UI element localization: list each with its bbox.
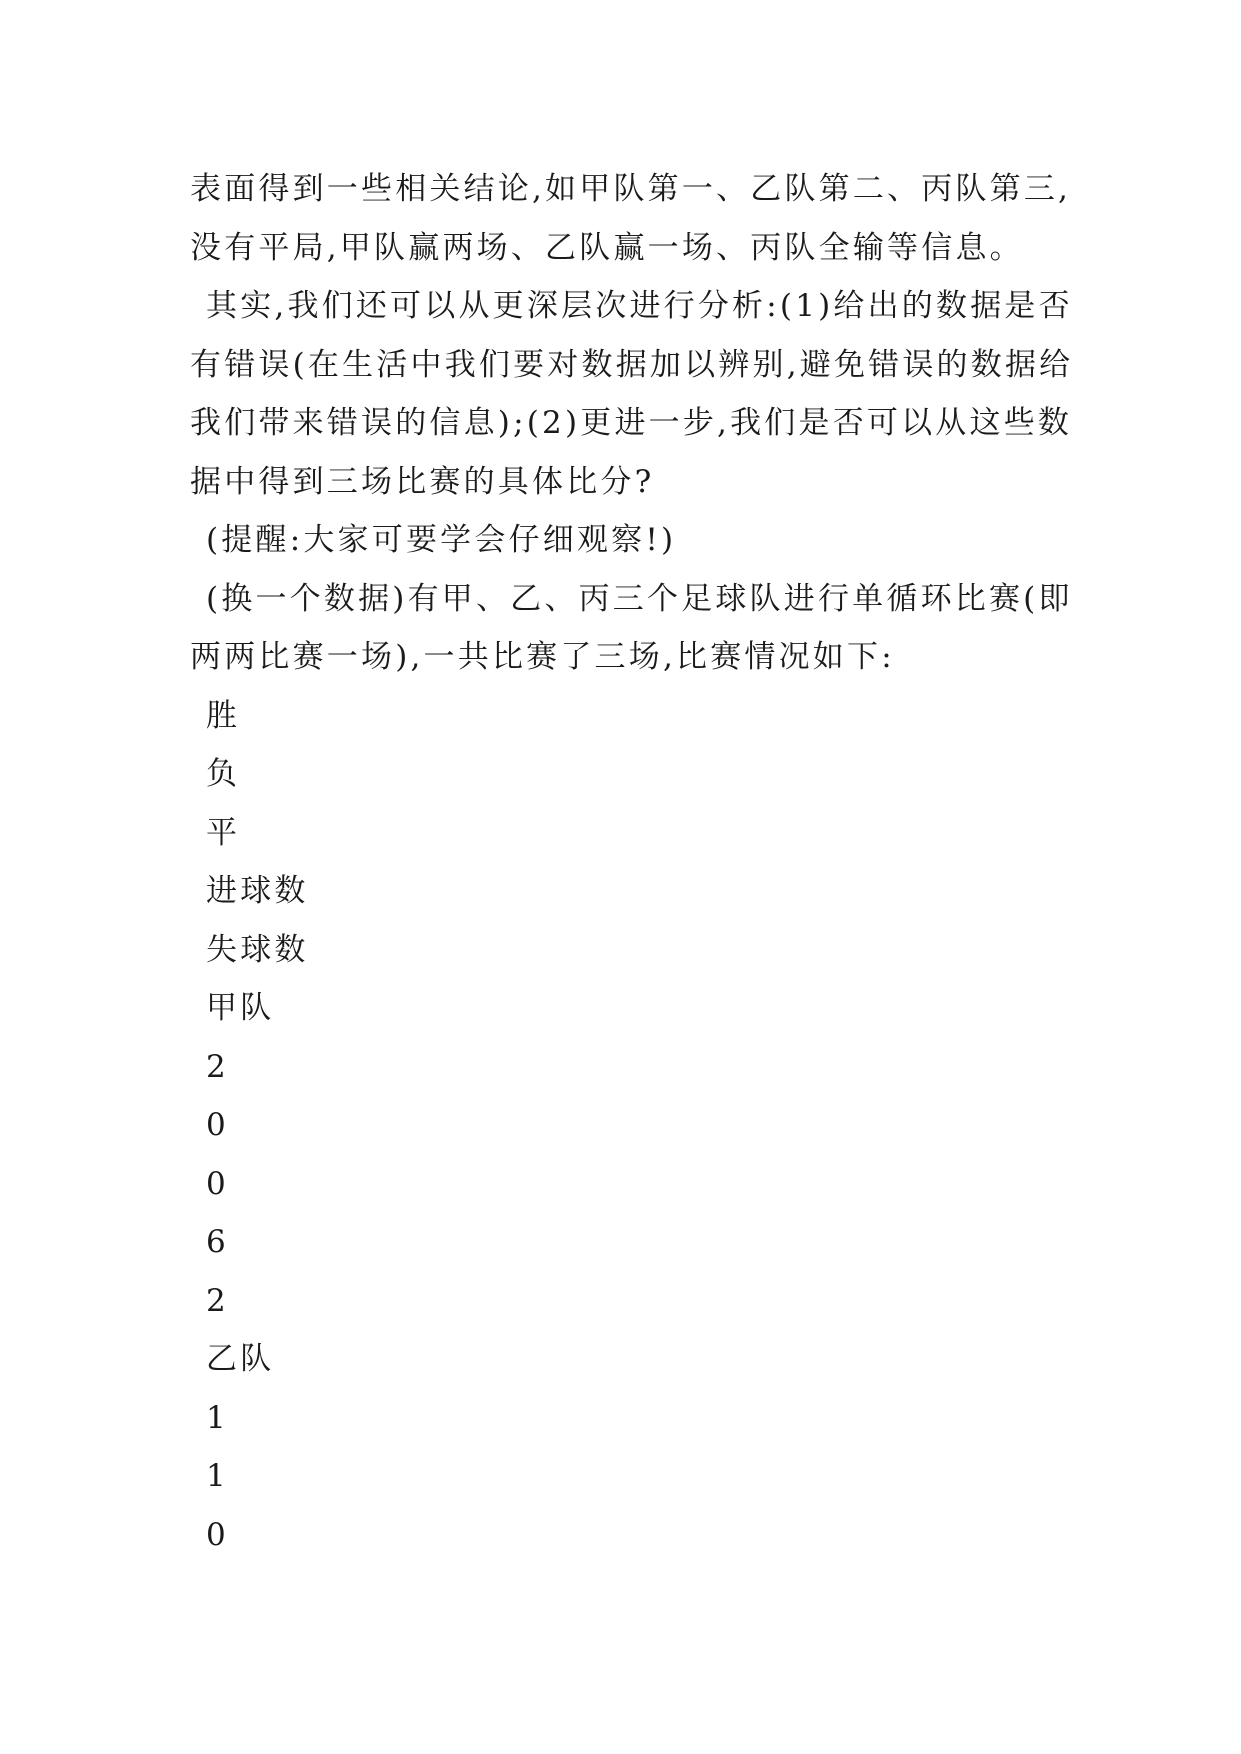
document-body xyxy=(190,160,1074,1564)
text-line: 有错误(在生活中我们要对数据加以辨别,避免错误的数据给 xyxy=(190,346,1074,383)
table-cell: 2 xyxy=(206,1282,229,1319)
text-line: 据中得到三场比赛的具体比分? xyxy=(190,463,655,500)
table-row-team-b: 乙队 xyxy=(206,1341,275,1377)
table-cell: 1 xyxy=(206,1458,229,1494)
text-line: (换一个数据)有甲、乙、丙三个足球队进行单循环比赛(即 xyxy=(206,580,1073,617)
text-line: 没有平局,甲队赢两场、乙队赢一场、丙队全输等信息。 xyxy=(190,229,1024,266)
table-header-goals-against: 失球数 xyxy=(206,931,309,968)
reminder-text: (提醒:大家可要学会仔细观察!) xyxy=(206,522,677,558)
table-header-losses: 负 xyxy=(206,756,241,792)
table-cell: 0 xyxy=(206,1107,229,1143)
text-line: 两两比赛一场),一共比赛了三场,比赛情况如下: xyxy=(190,639,895,675)
table-header-wins: 胜 xyxy=(206,697,241,734)
table-cell: 2 xyxy=(206,1048,229,1085)
text-line: 其实,我们还可以从更深层次进行分析:(1)给出的数据是否 xyxy=(206,288,1073,324)
text-line: 表面得到一些相关结论,如甲队第一、乙队第二、丙队第三, xyxy=(190,171,1072,207)
table-row-team-a: 甲队 xyxy=(206,990,275,1026)
table-header-draws: 平 xyxy=(206,814,241,851)
text-line: 我们带来错误的信息);(2)更进一步,我们是否可以从这些数 xyxy=(190,405,1073,441)
table-header-goals-for: 进球数 xyxy=(206,873,309,909)
table-cell: 1 xyxy=(206,1399,229,1436)
table-cell: 0 xyxy=(206,1165,229,1202)
table-cell: 0 xyxy=(206,1516,229,1553)
table-cell: 6 xyxy=(206,1224,229,1260)
